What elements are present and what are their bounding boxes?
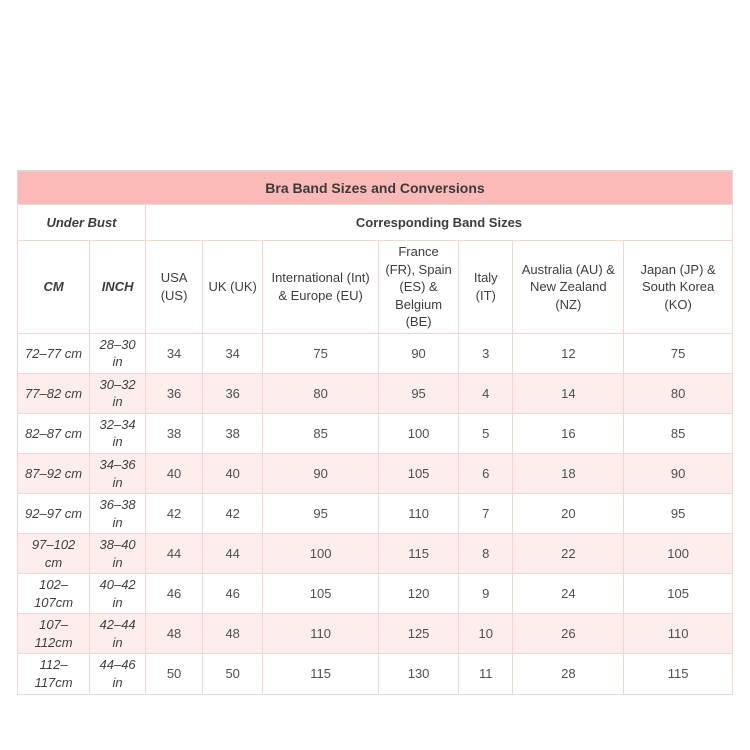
table-cell: 36–38 in (90, 494, 146, 534)
column-header-4: International (Int) & Europe (EU) (263, 241, 379, 334)
table-cell: 9 (459, 574, 513, 614)
table-row (18, 654, 733, 694)
table-cell: 44–46 in (90, 654, 146, 694)
table-row (18, 413, 733, 453)
table-cell: 14 (513, 373, 624, 413)
table-cell: 8 (459, 534, 513, 574)
table-cell: 11 (459, 654, 513, 694)
table-cell: 10 (459, 614, 513, 654)
table-cell: 48 (203, 614, 263, 654)
table-row (18, 333, 733, 373)
table-cell: 95 (263, 494, 379, 534)
table-cell: 30–32 in (90, 373, 146, 413)
table-cell: 92–97 cm (18, 494, 90, 534)
table-cell: 80 (624, 373, 733, 413)
table-cell: 44 (203, 534, 263, 574)
table-cell: 26 (513, 614, 624, 654)
table-cell: 107–112cm (18, 614, 90, 654)
table-cell: 105 (624, 574, 733, 614)
table-cell: 40 (145, 454, 202, 494)
table-cell: 42 (145, 494, 202, 534)
table-cell: 90 (624, 454, 733, 494)
table-cell: 100 (263, 534, 379, 574)
table-row (18, 494, 733, 534)
bra-band-size-table (17, 170, 733, 695)
table-cell: 36 (145, 373, 202, 413)
table-cell: 6 (459, 454, 513, 494)
table-cell: 95 (624, 494, 733, 534)
table-cell: 90 (263, 454, 379, 494)
table-cell: 50 (203, 654, 263, 694)
table-row (18, 534, 733, 574)
table-cell: 125 (379, 614, 459, 654)
table-row (18, 614, 733, 654)
table-cell: 46 (203, 574, 263, 614)
table-cell: 100 (624, 534, 733, 574)
table-cell: 75 (624, 333, 733, 373)
table-cell: 120 (379, 574, 459, 614)
size-chart-container (17, 170, 733, 695)
table-cell: 85 (263, 413, 379, 453)
table-cell: 115 (379, 534, 459, 574)
table-cell: 105 (379, 454, 459, 494)
column-header-6: Italy (IT) (459, 241, 513, 334)
table-cell: 18 (513, 454, 624, 494)
column-header-5: France (FR), Spain (ES) & Belgium (BE) (379, 241, 459, 334)
table-cell: 85 (624, 413, 733, 453)
table-cell: 87–92 cm (18, 454, 90, 494)
table-row (18, 373, 733, 413)
table-cell: 48 (145, 614, 202, 654)
table-cell: 7 (459, 494, 513, 534)
column-header-row (18, 241, 733, 334)
table-cell: 90 (379, 333, 459, 373)
table-cell: 112–117cm (18, 654, 90, 694)
group-header-row (18, 205, 733, 241)
table-cell: 20 (513, 494, 624, 534)
table-cell: 28 (513, 654, 624, 694)
table-cell: 42–44 in (90, 614, 146, 654)
table-cell: 80 (263, 373, 379, 413)
table-cell: 34–36 in (90, 454, 146, 494)
column-header-1: INCH (90, 241, 146, 334)
table-cell: 28–30 in (90, 333, 146, 373)
table-cell: 4 (459, 373, 513, 413)
table-cell: 34 (203, 333, 263, 373)
table-cell: 95 (379, 373, 459, 413)
table-cell: 46 (145, 574, 202, 614)
table-cell: 100 (379, 413, 459, 453)
table-cell: 24 (513, 574, 624, 614)
table-cell: 38–40 in (90, 534, 146, 574)
table-cell: 12 (513, 333, 624, 373)
table-cell: 77–82 cm (18, 373, 90, 413)
table-cell: 3 (459, 333, 513, 373)
table-cell: 75 (263, 333, 379, 373)
table-cell: 38 (145, 413, 202, 453)
table-cell: 22 (513, 534, 624, 574)
column-header-2: USA (US) (145, 241, 202, 334)
table-head (18, 171, 733, 333)
table-cell: 44 (145, 534, 202, 574)
table-cell: 50 (145, 654, 202, 694)
table-cell: 32–34 in (90, 413, 146, 453)
table-cell: 5 (459, 413, 513, 453)
table-cell: 110 (624, 614, 733, 654)
table-cell: 82–87 cm (18, 413, 90, 453)
table-cell: 110 (379, 494, 459, 534)
table-cell: 72–77 cm (18, 333, 90, 373)
table-cell: 40 (203, 454, 263, 494)
table-title-row (18, 171, 733, 205)
table-cell: 110 (263, 614, 379, 654)
group-header-corresponding-band-sizes: Corresponding Band Sizes (145, 205, 732, 241)
table-cell: 105 (263, 574, 379, 614)
column-header-3: UK (UK) (203, 241, 263, 334)
table-cell: 115 (624, 654, 733, 694)
table-cell: 130 (379, 654, 459, 694)
table-body (18, 333, 733, 694)
table-cell: 97–102 cm (18, 534, 90, 574)
column-header-8: Japan (JP) & South Korea (KO) (624, 241, 733, 334)
group-header-under-bust: Under Bust (18, 205, 146, 241)
table-cell: 38 (203, 413, 263, 453)
column-header-0: CM (18, 241, 90, 334)
table-cell: 102–107cm (18, 574, 90, 614)
table-cell: 36 (203, 373, 263, 413)
table-row (18, 454, 733, 494)
column-header-7: Australia (AU) & New Zealand (NZ) (513, 241, 624, 334)
table-cell: 42 (203, 494, 263, 534)
table-cell: 16 (513, 413, 624, 453)
table-cell: 40–42 in (90, 574, 146, 614)
table-title: Bra Band Sizes and Conversions (18, 171, 733, 205)
table-cell: 115 (263, 654, 379, 694)
table-row (18, 574, 733, 614)
table-cell: 34 (145, 333, 202, 373)
